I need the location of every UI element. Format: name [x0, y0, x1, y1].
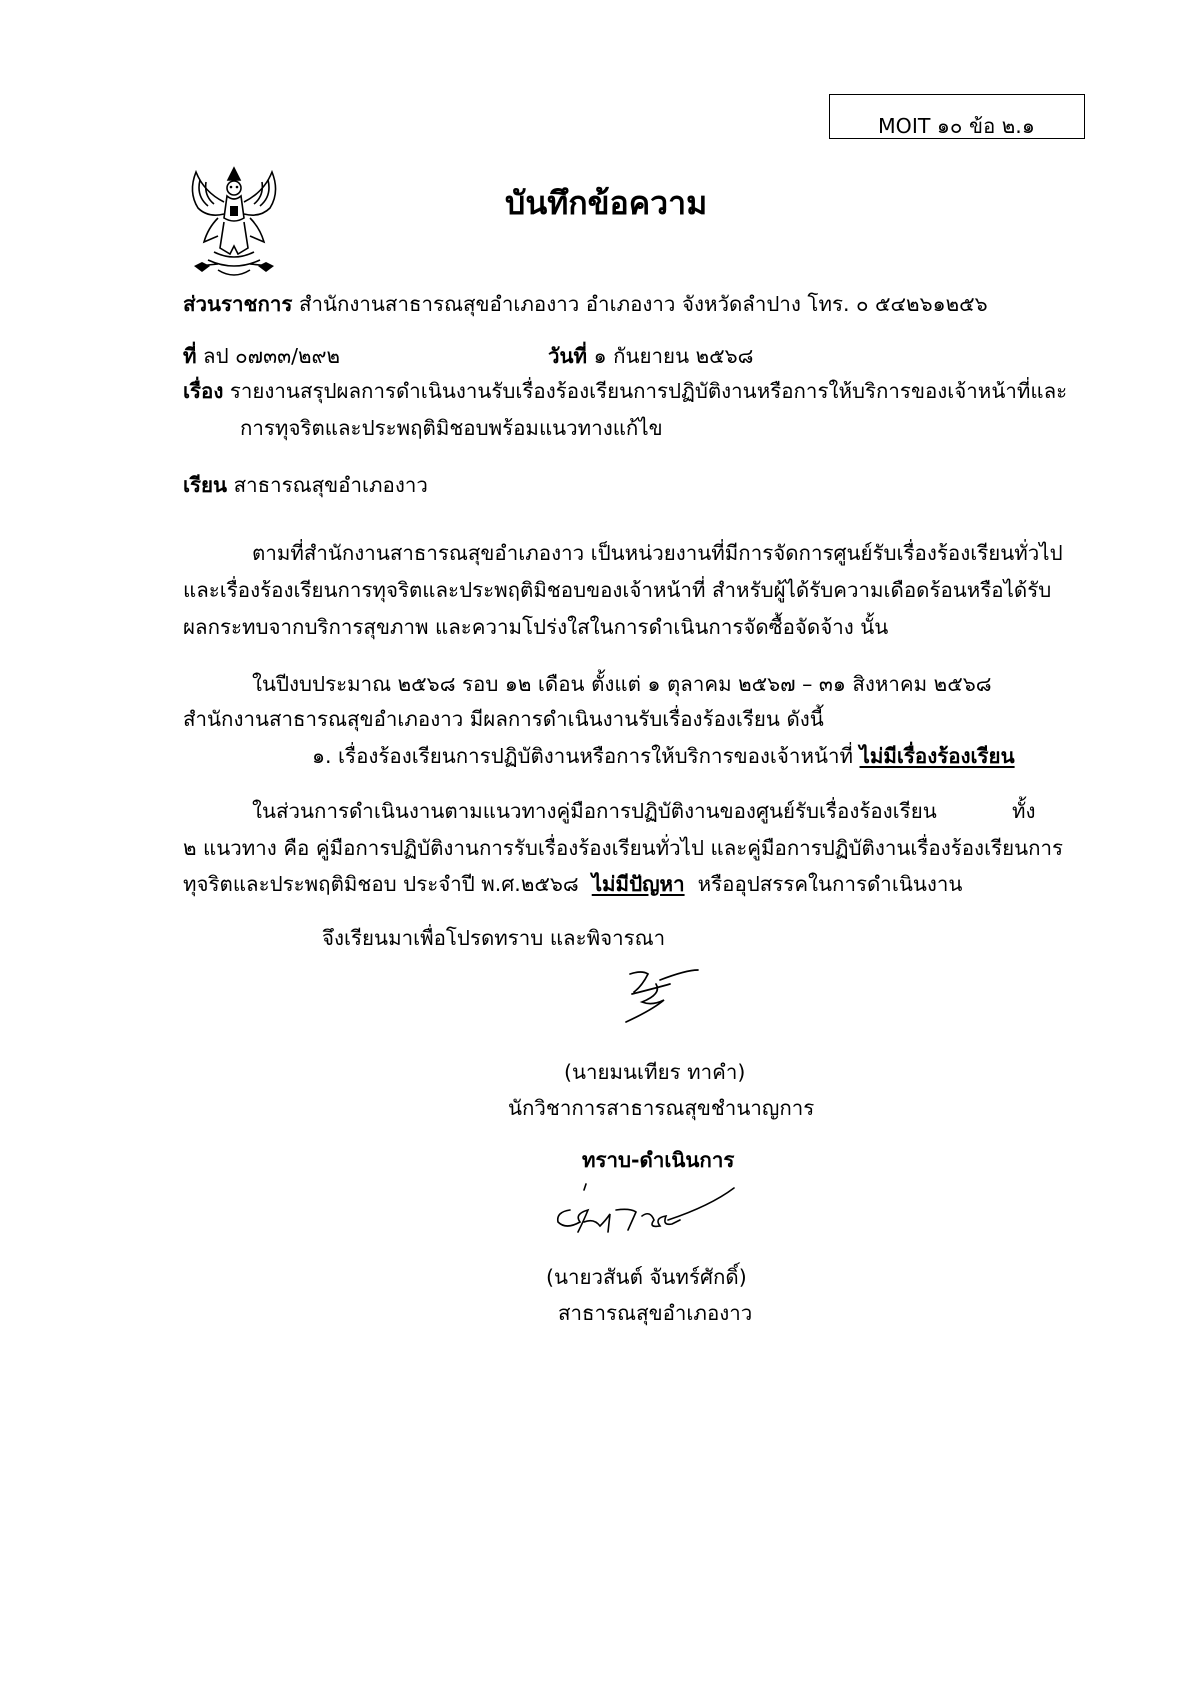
signer2-name: (นายวสันต์ จันทร์ศักดิ์) [546, 1265, 747, 1289]
ref-value: ลป ๐๗๓๓/๒๙๒ [203, 344, 341, 368]
item1-result: ไม่มีเรื่องร้องเรียน [859, 744, 1015, 768]
date-value: ๑ กันยายน ๒๕๖๘ [593, 344, 754, 368]
para3-line2: ๒ แนวทาง คือ คู่มือการปฏิบัติงานการรับเรื่องร้องเรียนทั่วไป และคู่มือการปฏิบัติงานเรื่องร้องเรียนการ [183, 836, 1064, 860]
signer2-position: สาธารณสุขอำเภองาว [558, 1301, 753, 1325]
para1-line2: และเรื่องร้องเรียนการทุจริตและประพฤติมิชอบของเจ้าหน้าที่ สำหรับผู้ได้รับความเดือดร้อนหรือได้รับ [183, 578, 1052, 602]
memo-title: บันทึกข้อความ [505, 184, 708, 222]
para3-line3-c: หรืออุปสรรคในการดำเนินงาน [697, 872, 963, 896]
to-line [183, 469, 428, 502]
subject-label: เรื่อง [183, 379, 224, 403]
subject-text-1: รายงานสรุปผลการดำเนินงานรับเรื่องร้องเรียนการปฏิบัติงานหรือการให้บริการของเจ้าหน้าที่และ [229, 379, 1068, 403]
moit-badge-text: MOIT ๑๐ ข้อ ๒.๑ [878, 114, 1035, 138]
approval-label: ทราบ-ดำเนินการ [582, 1148, 735, 1172]
signature-2 [550, 1180, 750, 1244]
to-value: สาธารณสุขอำเภองาว [233, 473, 428, 497]
para1-line1: ตามที่สำนักงานสาธารณสุขอำเภองาว เป็นหน่วยงานที่มีการจัดการศูนย์รับเรื่องร้องเรียนทั่วไป [252, 541, 1063, 565]
ref-label: ที่ [183, 344, 197, 368]
date-label: วันที่ [548, 344, 588, 368]
para3-line3 [183, 868, 962, 901]
agency-label: ส่วนราชการ [183, 292, 293, 316]
signer1-name: (นายมนเทียร ทาคำ) [564, 1060, 746, 1084]
para2-line1: ในปีงบประมาณ ๒๕๖๘ รอบ ๑๒ เดือน ตั้งแต่ ๑ ตุลาคม ๒๕๖๗ – ๓๑ สิงหาคม ๒๕๖๘ [252, 672, 992, 696]
item1-line [312, 740, 1015, 773]
signature-1 [612, 966, 712, 1036]
item1-prefix: ๑. เรื่องร้องเรียนการปฏิบัติงานหรือการให้บริการของเจ้าหน้าที่ [312, 744, 853, 768]
para3-line1: ในส่วนการดำเนินงานตามแนวทางคู่มือการปฏิบัติงานของศูนย์รับเรื่องร้องเรียน [252, 799, 937, 823]
subject-line-1 [183, 375, 1067, 408]
subject-text-2: การทุจริตและประพฤติมิชอบพร้อมแนวทางแก้ไข [240, 416, 663, 440]
date-line [548, 340, 753, 373]
to-label: เรียน [183, 473, 228, 497]
para3-line3-a: ทุจริตและประพฤติมิชอบ ประจำปี พ.ศ.๒๕๖๘ [183, 872, 579, 896]
garuda-emblem-icon [178, 162, 290, 284]
para1-line3: ผลกระทบจากบริการสุขภาพ และความโปร่งใสในการดำเนินการจัดซื้อจัดจ้าง นั้น [183, 615, 889, 639]
agency-value: สำนักงานสาธารณสุขอำเภองาว อำเภองาว จังหวัดลำปาง โทร. ๐ ๕๔๒๖๑๒๕๖ [298, 292, 988, 316]
signer1-position: นักวิชาการสาธารณสุขชำนาญการ [508, 1096, 815, 1120]
closing-line: จึงเรียนมาเพื่อโปรดทราบ และพิจารณา [322, 926, 666, 950]
para2-line2: สำนักงานสาธารณสุขอำเภองาว มีผลการดำเนินงานรับเรื่องร้องเรียน ดังนี้ [183, 707, 824, 731]
para3-line1-end: ทั้ง [1012, 799, 1036, 823]
para3-line3-emphasis: ไม่มีปัญหา [591, 872, 685, 896]
agency-line [183, 288, 988, 321]
ref-line [183, 340, 340, 373]
